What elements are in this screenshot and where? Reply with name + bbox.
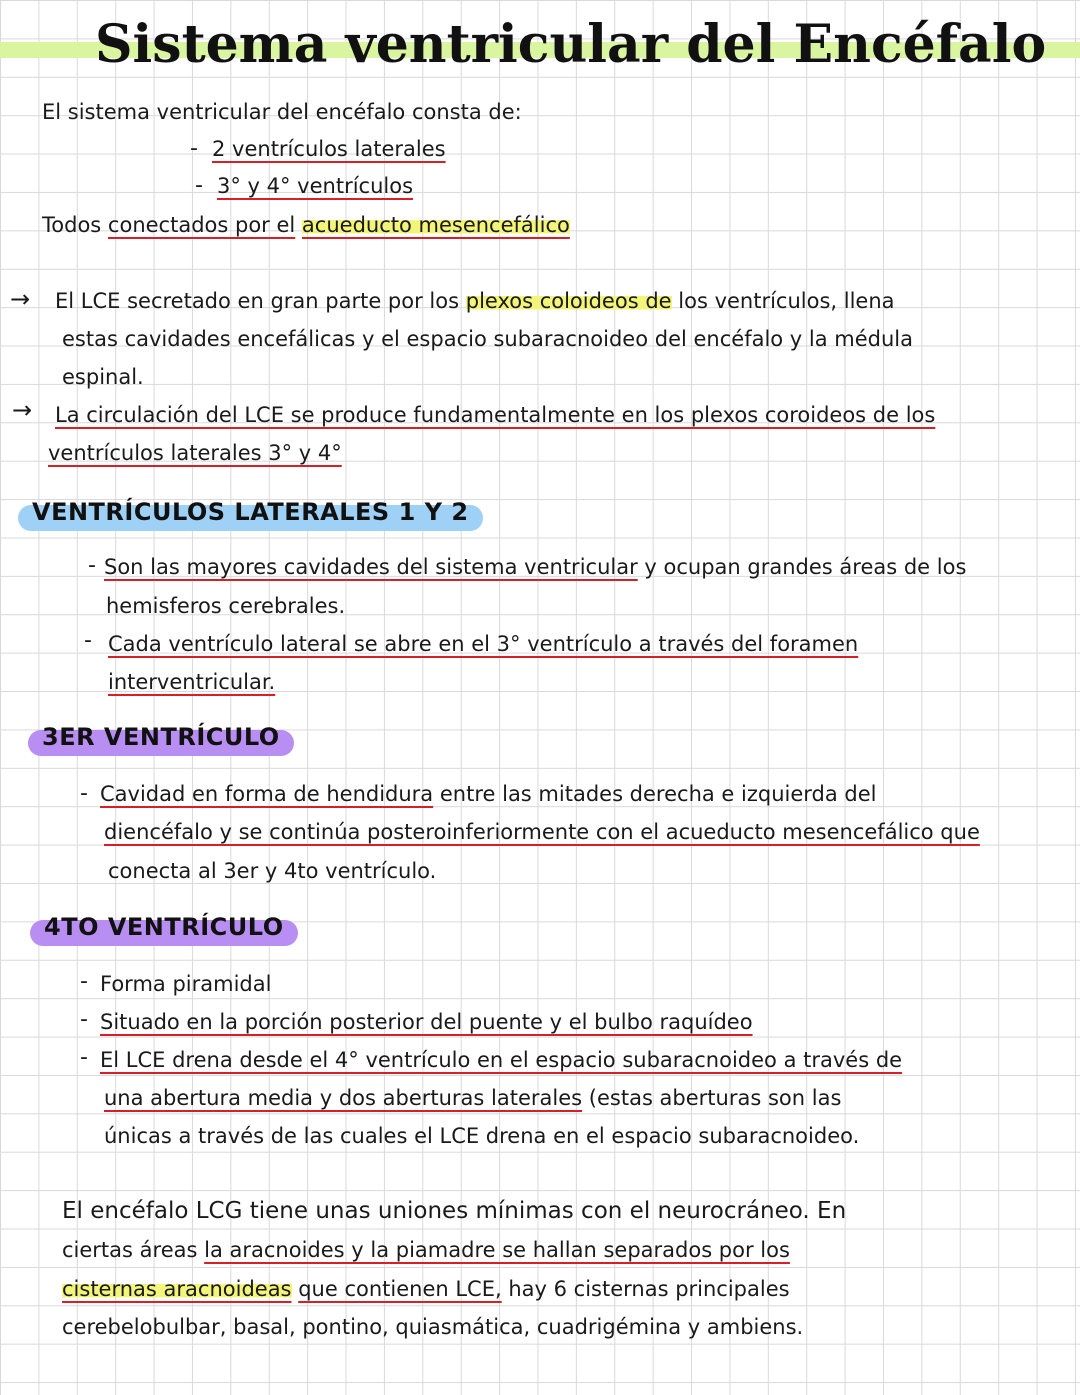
third-b1-line2: diencéfalo y se continúa posteroinferiormente con el acueducto mesencefálico que [104,820,980,844]
connected-prefix: Todos [42,213,102,237]
section-heading-third-text: 3ER VENTRÍCULO [42,723,280,751]
section-heading-fourth-text: 4TO VENTRÍCULO [44,913,284,941]
lateral-b2-line1: Cada ventrículo lateral se abre en el 3° ventrículo a través del foramen [108,632,859,656]
closing-line2-prefix: ciertas áreas [62,1238,198,1262]
lateral-b1-line1 [104,553,966,581]
lce-p2-line2: ventrículos laterales 3° y 4° [48,441,342,465]
closing-line1: El encéfalo LCG tiene unas uniones mínimas con el neurocráneo. En [62,1198,847,1224]
intro-connected [42,211,570,239]
dash-icon: - [195,173,203,198]
fourth-b3-line2 [104,1084,841,1112]
section-heading-lateral [18,498,483,531]
third-b1-rest: entre las mitades derecha e izquierda del [439,782,877,806]
closing-line3-underlined: que contienen LCE, [298,1277,502,1301]
lateral-b1-underlined: Son las mayores cavidades del sistema ventricular [104,555,638,579]
fourth-b3-rest: (estas aberturas son las [588,1086,842,1110]
page-title: Sistema ventricular del Encéfalo [95,14,1047,75]
connected-underlined: conectados por el [107,213,296,237]
closing-line2-underlined: la aracnoides y la piamadre se hallan separados por los [204,1238,790,1262]
lce-p2-line1: La circulación del LCE se produce fundamentalmente en los plexos coroideos de los [55,403,936,427]
dash-icon: - [88,553,96,578]
closing-line3 [62,1275,790,1303]
fourth-b2: Situado en la porción posterior del puente y el bulbo raquídeo [100,1010,753,1034]
lce-p1-highlight: plexos coloideos de [465,289,672,313]
closing-line3-highlight: cisternas aracnoideas [62,1277,292,1301]
lce-p1-line2: estas cavidades encefálicas y el espacio subaracnoideo del encéfalo y la médula [62,327,914,351]
closing-line2 [62,1236,790,1264]
lateral-b2-line2: interventricular. [108,670,276,694]
lateral-b1-rest: y ocupan grandes áreas de los [644,555,967,579]
arrow-right-icon: → [12,396,33,424]
third-b1-line3: conecta al 3er y 4to ventrículo. [108,859,437,883]
closing-line3-rest: hay 6 cisternas principales [508,1277,790,1301]
section-heading-third [28,723,294,756]
intro-item-1: 2 ventrículos laterales [212,137,446,161]
lce-p1-line3: espinal. [62,365,144,389]
third-b1-underlined: Cavidad en forma de hendidura [100,782,434,806]
lce-p1-line1 [55,287,895,315]
intro-item-2: 3° y 4° ventrículos [217,174,414,198]
fourth-b3-line1: El LCE drena desde el 4° ventrículo en el espacio subaracnoideo a través de [100,1048,903,1072]
fourth-b3-line3: únicas a través de las cuales el LCE drena en el espacio subaracnoideo. [104,1124,860,1148]
fourth-b3-underlined: una abertura media y dos aberturas laterales [104,1086,583,1110]
dash-icon: - [190,136,198,161]
dash-icon: - [80,1045,88,1070]
lce-p1-part2: los ventrículos, llena [678,289,895,313]
fourth-b1: Forma piramidal [100,972,272,996]
connected-highlight: acueducto mesencefálico [301,213,570,237]
intro-lead: El sistema ventricular del encéfalo consta de: [42,100,522,124]
dash-icon: - [80,781,88,806]
section-heading-lateral-text: VENTRÍCULOS LATERALES 1 Y 2 [32,498,469,526]
lce-p1-part1: El LCE secretado en gran parte por los [55,289,460,313]
closing-line4: cerebelobulbar, basal, pontino, quiasmática, cuadrigémina y ambiens. [62,1315,804,1339]
dash-icon: - [80,1007,88,1032]
section-heading-fourth [30,913,298,946]
dash-icon: - [84,628,92,653]
third-b1-line1 [100,780,877,808]
lateral-b1-line2: hemisferos cerebrales. [106,594,346,618]
arrow-right-icon: → [10,285,31,313]
dash-icon: - [80,969,88,994]
